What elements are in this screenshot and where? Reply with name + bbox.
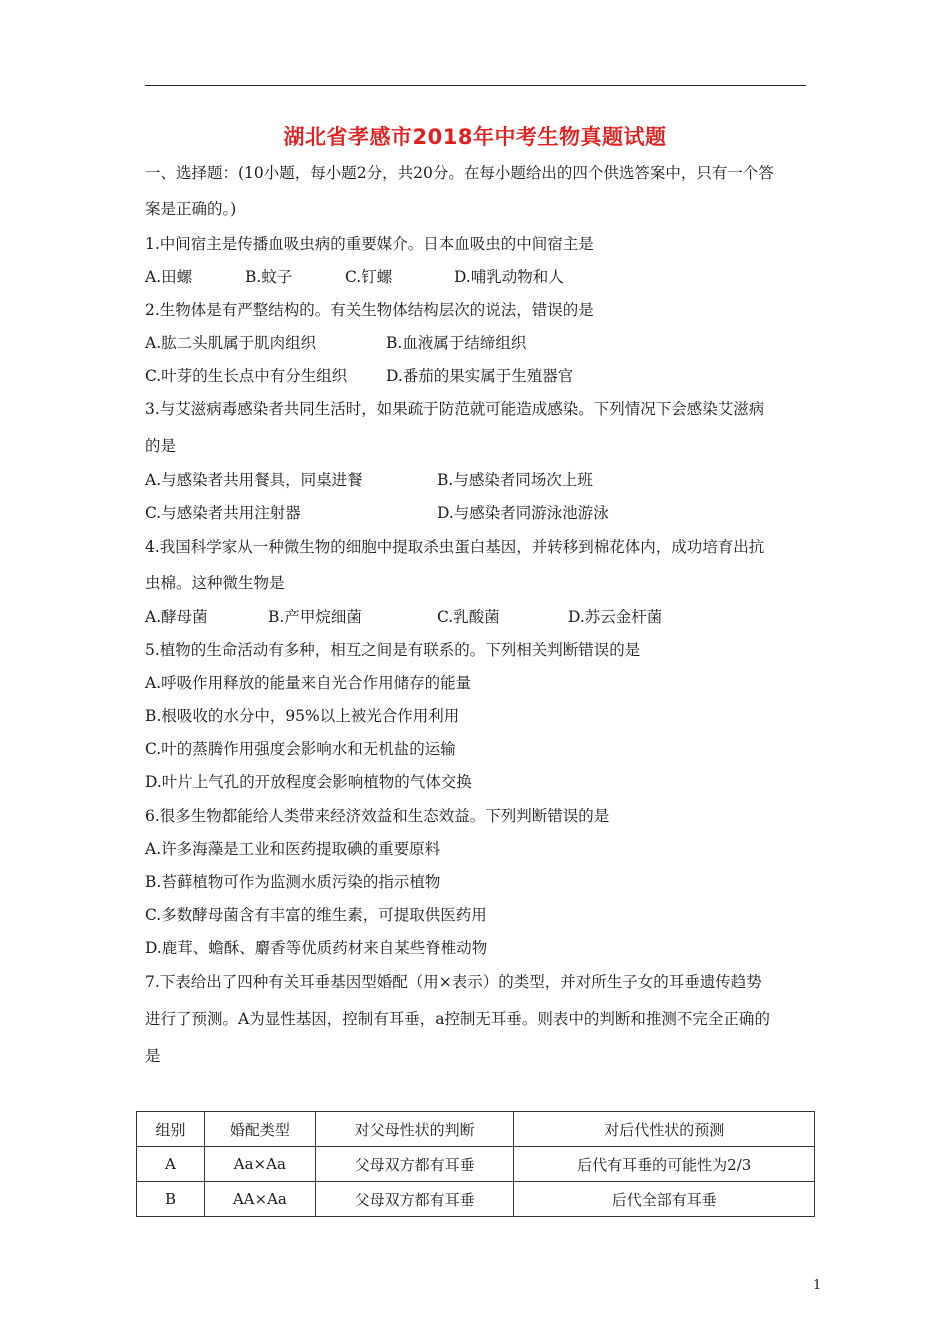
question-4-stem-line-1: 4.我国科学家从一种微生物的细胞中提取杀虫蛋白基因，并转移到棉花体内，成功培育出抗: [145, 538, 765, 556]
question-7-stem-line-3: 是: [145, 1047, 161, 1065]
question-3-stem-line-2: 的是: [145, 437, 177, 455]
question-3-stem-line-1: 3.与艾滋病毒感染者共同生活时，如果疏于防范就可能造成感染。下列情况下会感染艾滋病: [145, 400, 765, 418]
question-1-option-b: B.蚊子: [245, 268, 293, 286]
table-cell: 父母双方都有耳垂: [315, 1147, 514, 1182]
page-number: 1: [813, 1278, 822, 1293]
table-cell: 父母双方都有耳垂: [315, 1182, 514, 1217]
question-1-option-c: C.钉螺: [345, 268, 393, 286]
question-4-option-b: B.产甲烷细菌: [268, 608, 362, 626]
table-header-cell: 婚配类型: [204, 1112, 315, 1147]
question-5-option-b: B.根吸收的水分中，95%以上被光合作用利用: [145, 707, 460, 725]
table-header-cell: 对后代性状的预测: [514, 1112, 815, 1147]
genotype-table: [136, 1111, 815, 1217]
table-header-row: [137, 1112, 815, 1147]
question-4-option-c: C.乳酸菌: [437, 608, 500, 626]
question-2-stem: 2.生物体是有严整结构的。有关生物体结构层次的说法，错误的是: [145, 301, 594, 319]
table-cell: B: [137, 1182, 205, 1217]
question-2-option-d: D.番茄的果实属于生殖器官: [386, 367, 574, 385]
question-2-option-a: A.肱二头肌属于肌肉组织: [145, 334, 317, 352]
question-5-option-a: A.呼吸作用释放的能量来自光合作用储存的能量: [145, 674, 472, 692]
question-2-option-c: C.叶芽的生长点中有分生组织: [145, 367, 348, 385]
question-4-stem-line-2: 虫棉。这种微生物是: [145, 574, 285, 592]
question-1-option-d: D.哺乳动物和人: [454, 268, 564, 286]
question-5-option-c: C.叶的蒸腾作用强度会影响水和无机盐的运输: [145, 740, 456, 758]
question-7-stem-line-2: 进行了预测。A为显性基因，控制有耳垂，a控制无耳垂。则表中的判断和推测不完全正确的: [145, 1010, 770, 1028]
table-cell: AA×Aa: [204, 1182, 315, 1217]
question-3-option-a: A.与感染者共用餐具，同桌进餐: [145, 471, 363, 489]
question-5-option-d: D.叶片上气孔的开放程度会影响植物的气体交换: [145, 773, 472, 791]
question-1-stem: 1.中间宿主是传播血吸虫病的重要媒介。日本血吸虫的中间宿主是: [145, 235, 594, 253]
table-header-cell: 对父母性状的判断: [315, 1112, 514, 1147]
question-6-stem: 6.很多生物都能给人类带来经济效益和生态效益。下列判断错误的是: [145, 807, 610, 825]
question-3-option-b: B.与感染者同场次上班: [437, 471, 593, 489]
section-instruction-line-1: 一、选择题：(10小题，每小题2分，共20分。在每小题给出的四个供选答案中，只有一个答: [145, 164, 774, 182]
table-cell: 后代全部有耳垂: [514, 1182, 815, 1217]
question-4-option-d: D.苏云金杆菌: [568, 608, 663, 626]
table-cell: Aa×Aa: [204, 1147, 315, 1182]
exam-title: 湖北省孝感市2018年中考生物真题试题: [283, 125, 667, 149]
header-rule: [145, 85, 806, 86]
table-row: [137, 1147, 815, 1182]
question-6-option-a: A.许多海藻是工业和医药提取碘的重要原料: [145, 840, 441, 858]
question-1-option-a: A.田螺: [145, 268, 193, 286]
question-6-option-d: D.鹿茸、蟾酥、麝香等优质药材来自某些脊椎动物: [145, 939, 488, 957]
table-cell: A: [137, 1147, 205, 1182]
question-7-stem-line-1: 7.下表给出了四种有关耳垂基因型婚配（用×表示）的类型，并对所生子女的耳垂遗传趋势: [145, 973, 762, 991]
section-instruction-line-2: 案是正确的。): [145, 200, 237, 218]
question-6-option-c: C.多数酵母菌含有丰富的维生素，可提取供医药用: [145, 906, 487, 924]
question-6-option-b: B.苔藓植物可作为监测水质污染的指示植物: [145, 873, 441, 891]
question-3-option-d: D.与感染者同游泳池游泳: [437, 504, 609, 522]
table-cell: 后代有耳垂的可能性为2/3: [514, 1147, 815, 1182]
question-4-option-a: A.酵母菌: [145, 608, 208, 626]
question-3-option-c: C.与感染者共用注射器: [145, 504, 301, 522]
question-2-option-b: B.血液属于结缔组织: [386, 334, 527, 352]
question-5-stem: 5.植物的生命活动有多种，相互之间是有联系的。下列相关判断错误的是: [145, 641, 641, 659]
table-row: [137, 1182, 815, 1217]
table-header-cell: 组别: [137, 1112, 205, 1147]
